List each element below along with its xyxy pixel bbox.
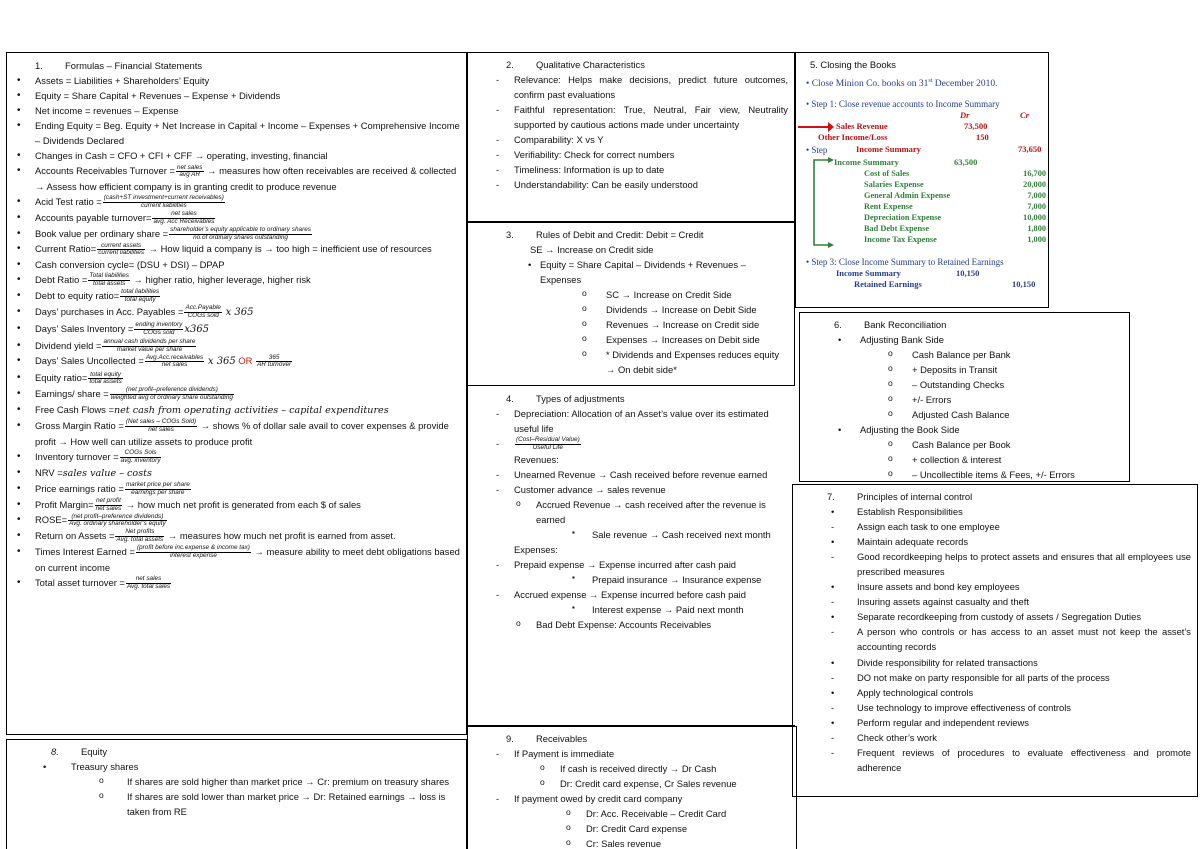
- section-number: 2.: [506, 59, 514, 70]
- slide-other-income: Other Income/Loss: [818, 132, 888, 142]
- list-item: ▪ Interest expense → Paid next month: [572, 603, 744, 616]
- list-item: - Relevance: Helps make decisions, predict future outcomes, confirm past evaluations: [486, 72, 788, 102]
- slide-expense-value: 20,000: [1023, 180, 1046, 189]
- receivables-list: [476, 746, 790, 849]
- list-item: • Equity = Share Capital – Dividends + Revenues – Expenses: [528, 259, 746, 286]
- formula-times-interest: • Times Interest Earned = $\frac{\text{(profit before inc.expense \& income tax)}}{\text{interest expense}}$ → measure ability to meet debt obligations based on current income: [15, 544, 460, 575]
- section-title: [476, 391, 789, 406]
- section-title: [15, 744, 460, 759]
- list-item: - Good recordkeeping helps to protect assets and ensures that all employees use prescribed measures: [831, 551, 1191, 578]
- list-item: SE → Increase on Credit side: [530, 244, 654, 256]
- list-item: - Depreciation: Allocation of an Asset’s value over its estimated useful life: [486, 406, 789, 436]
- slide-expense-name: General Admin Expense: [864, 191, 951, 200]
- adjustments-list: [476, 406, 789, 632]
- list-item: o Bad Debt Expense: Accounts Receivables: [486, 617, 789, 632]
- list-item: - Verifiability: Check for correct numbers: [486, 147, 788, 162]
- list-item: - Insuring assets against casualty and theft: [831, 596, 1029, 608]
- list-item: o SC → Increase on Credit Side: [582, 288, 732, 301]
- list-item: o Adjusted Cash Balance: [888, 408, 1010, 421]
- list-item: • Separate recordkeeping from custody of assets / Segregation Duties: [831, 611, 1142, 623]
- slide-sales-revenue: Sales Revenue: [836, 121, 888, 131]
- list-item: - A person who controls or has access to an asset must not keep the asset’s accounting records: [831, 626, 1191, 653]
- section-receivables: [467, 726, 797, 849]
- list-item: - Assign each task to one employee: [831, 521, 1000, 533]
- slide-step: • Step: [806, 145, 828, 155]
- formula-acid-test: • Acid Test ratio = $\frac{\text{(cash+ST investment+current receivables)}}{\text{current liabilities}}$: [15, 194, 460, 210]
- formula-free-cash-flows: • Free Cash Flows =net cash from operating activities – capital expenditures: [15, 402, 460, 418]
- list-item: o – Outstanding Checks: [888, 378, 1005, 391]
- section-title: [808, 317, 1123, 332]
- section-number: 6.: [834, 319, 842, 330]
- formula-days-payables: • Days’ purchases in Acc. Payables = $\frac{\text{Acc.Payable}}{\text{COGs sold}}$ x 365: [15, 304, 460, 321]
- slide-income-summary-2: Income Summary: [834, 157, 899, 167]
- section-heading: Bank Reconciliation: [864, 319, 947, 330]
- list-item: o Cash Balance per Book: [888, 438, 1011, 451]
- section-heading: Principles of internal control: [857, 491, 973, 502]
- list-item: • Treasury shares: [43, 761, 139, 773]
- section-number: 1.: [35, 60, 43, 71]
- list-item: o Expenses → Increases on Debit side: [582, 333, 760, 346]
- section-heading: 5. Closing the Books: [810, 59, 896, 70]
- formula-dividend-yield: • Dividend yield = $\frac{\text{annual cash dividends per share}}{\text{market value per share}}$: [15, 338, 460, 354]
- section-title: [476, 227, 788, 242]
- list-item: o Dividends → Increase on Debit Side: [582, 303, 757, 316]
- section-adjustments: [467, 386, 795, 726]
- list-item: - Prepaid expense → Expense incurred after cash paid: [486, 557, 789, 572]
- list-item: o If shares are sold lower than market price → Dr: Retained earnings → loss is taken from RE: [99, 790, 446, 818]
- section-number: 3.: [506, 229, 514, 240]
- list-item: o Dr: Credit Card expense: [566, 822, 688, 835]
- formula-nrv: • NRV =sales value – costs: [15, 465, 460, 481]
- slide-expense-value: 7,000: [1027, 202, 1046, 211]
- section-heading: Types of adjustments: [536, 393, 625, 404]
- slide-value: 10,150: [956, 268, 980, 278]
- section-number: 7.: [827, 491, 835, 502]
- list-item: - Use technology to improve effectiveness of controls: [831, 701, 1071, 713]
- list-item: - Faithful representation: True, Neutral, Fair view, Neutrality supported by cautious actions made under uncertainty: [486, 102, 788, 132]
- section-heading: Receivables: [536, 733, 588, 744]
- section-number: 4.: [506, 393, 514, 404]
- formula-book-value: • Book value per ordinary share = $\frac{\text{shareholder’s equity applicable to ordinary shares}}{\text{no.of ordinary shares outstanding}}$: [15, 226, 460, 242]
- list-item: - Accrued expense → Expense incurred before cash paid: [486, 587, 789, 602]
- list-item: • Perform regular and independent reviews: [831, 716, 1029, 728]
- formula-current-ratio: • Current Ratio= $\frac{\text{current assets}}{\text{current liabilities}}$ → How liquid a company is → too high = inefficient use of resources: [15, 241, 460, 257]
- list-item: • Assets = Liabilities + Shareholders’ Equity: [15, 73, 460, 88]
- formula-debt-ratio: • Debt Ratio = $\frac{\text{Total liabilities}}{\text{total assets}}$ → higher ratio, higher leverage, higher risk: [15, 272, 460, 288]
- slide-line: • Step 3: Close Income Summary to Retained Earnings: [806, 257, 1004, 267]
- list-item: ▪ Sale revenue → Cash received next month: [572, 528, 771, 541]
- list-item: • Maintain adequate records: [831, 536, 969, 548]
- slide-expense-name: Cost of Sales: [864, 169, 910, 178]
- slide-income-summary-3: Income Summary: [836, 268, 901, 278]
- list-item: o + collection & interest: [888, 453, 1002, 466]
- section-qualitative: [467, 52, 795, 222]
- list-item: • Adjusting Bank Side: [838, 334, 944, 346]
- slide-line: • Close Minion Co. books on 31st December 2010.: [806, 78, 998, 90]
- slide-line: • Step 1: Close revenue accounts to Income Summary: [806, 99, 1000, 109]
- section-heading: Rules of Debit and Credit: Debit = Credit: [536, 229, 704, 240]
- section-heading: Equity: [81, 746, 108, 757]
- list-item: o Accrued Revenue → cash received after the revenue is earned: [486, 497, 789, 527]
- list-item: • Adjusting the Book Side: [838, 424, 960, 436]
- slide-value: 73,500: [964, 121, 988, 131]
- list-item: Revenues:: [514, 453, 559, 465]
- list-item: o Revenues → Increase on Credit side: [582, 318, 760, 331]
- list-item: - Comparability: X vs Y: [486, 132, 788, 147]
- qualitative-list: [476, 72, 788, 192]
- list-item: o If cash is received directly → Dr Cash: [540, 762, 717, 775]
- slide-expense-name: Income Tax Expense: [864, 235, 937, 244]
- formula-cash-conversion: • Cash conversion cycle= (DSU + DSI) – DPAP: [15, 257, 460, 272]
- slide-expense-value: 10,000: [1023, 213, 1046, 222]
- bank-reconciliation-list: [808, 332, 1123, 482]
- formula-debt-equity: • Debt to equity ratio= $\frac{\text{total liabilities}}{\text{total equity}}$: [15, 288, 460, 304]
- slide-expense-name: Depreciation Expense: [864, 213, 942, 222]
- formula-days-uncollected: • Days’ Sales Uncollected = $\frac{\text{Avg.Acc.receivables}}{\text{net sales}}$ x 365 OR $\frac{365}{\text{AR turnover}}$: [15, 353, 460, 370]
- list-item: • Net income = revenues – Expense: [15, 103, 460, 118]
- slide-income-summary: Income Summary: [856, 144, 921, 154]
- section-title: [801, 489, 1191, 504]
- slide-expense-value: 1,000: [1027, 235, 1046, 244]
- internal-control-list: [801, 504, 1191, 775]
- slide-expense-value: 1,800: [1027, 224, 1046, 233]
- slide-expense-name: Rent Expense: [864, 202, 913, 211]
- formula-ar-turnover: • Accounts Receivables Turnover = $\frac{\text{net sales}}{\text{avg AR}}$ → measures how often receivables are received & collected → Assess how efficient company is in granting credit to produce revenue: [15, 163, 460, 194]
- list-item: o – Uncollectible items & Fees, +/- Errors: [888, 468, 1075, 481]
- section-debit-credit: [467, 222, 795, 386]
- cr-label: Cr: [1020, 110, 1029, 120]
- closing-books-slide: [806, 73, 1046, 303]
- list-item: o Cr: Sales revenue: [566, 837, 662, 849]
- section-title: [15, 58, 460, 73]
- section-title: [476, 731, 790, 746]
- list-item: • Establish Responsibilities: [831, 506, 963, 518]
- section-heading: Formulas – Financial Statements: [65, 60, 203, 71]
- section-title: [476, 57, 788, 72]
- dr-label: Dr: [960, 110, 970, 120]
- list-item: o If shares are sold higher than market price → Cr: premium on treasury shares: [99, 775, 450, 788]
- formula-eps: • Earnings/ share = $\frac{\text{(net profit–preference dividends)}}{\text{weighted avg of ordinary share outstanding}}$: [15, 386, 460, 402]
- equity-list: [15, 759, 460, 819]
- list-item: • Ending Equity = Beg. Equity + Net Increase in Capital + Income – Expenses + Comprehensive Income – Dividends Declared: [15, 118, 460, 148]
- section-number: 9.: [506, 733, 514, 744]
- section-heading: Qualitative Characteristics: [536, 59, 645, 70]
- list-item: Expenses:: [514, 544, 558, 556]
- list-item: • Changes in Cash = CFO + CFI + CFF → operating, investing, financial: [15, 148, 460, 163]
- slide-retained-earnings: Retained Earnings: [854, 279, 922, 289]
- list-item: - Understandability: Can be easily understood: [486, 177, 788, 192]
- section-equity: [6, 739, 467, 849]
- slide-value: 10,150: [1012, 279, 1036, 289]
- list-item: o Dr: Acc. Receivable – Credit Card: [566, 807, 727, 820]
- list-item: • Equity = Share Capital + Revenues – Expense + Dividends: [15, 88, 460, 103]
- formula-equity-ratio: • Equity ratio= $\frac{\text{total equity}}{\text{total assets}}$: [15, 370, 460, 386]
- section-internal-control: [792, 484, 1198, 797]
- list-item: o + Deposits in Transit: [888, 363, 998, 376]
- formula-pe-ratio: • Price earnings ratio = $\frac{\text{market price per share}}{\text{earnings per share}}$: [15, 481, 460, 497]
- list-item: - Check other’s work: [831, 731, 937, 743]
- debit-credit-list: [476, 242, 788, 377]
- list-item: o +/- Errors: [888, 393, 952, 406]
- list-item: - DO not make on party responsible for all parts of the process: [831, 671, 1110, 683]
- list-item: - If Payment is immediate: [486, 746, 790, 761]
- formula-profit-margin: • Profit Margin= $\frac{\text{net profit}}{\text{net sales}}$ → how much net profit is generated from each $ of sales: [15, 497, 460, 513]
- slide-value: 73,650: [1018, 144, 1042, 154]
- slide-value: 63,500: [954, 157, 978, 167]
- formula-inventory-turnover: • Inventory turnover = $\frac{\text{COGs Sols}}{\text{avg. inventory}}$: [15, 449, 460, 465]
- section-formulas: [6, 52, 467, 735]
- list-item: o * Dividends and Expenses reduces equity → On debit side*: [582, 348, 780, 376]
- list-item: • Divide responsibility for related transactions: [831, 656, 1038, 668]
- list-item: - Unearned Revenue → Cash received before revenue earned: [486, 467, 789, 482]
- green-bracket-icon: [806, 157, 836, 249]
- formula-ap-turnover: • Accounts payable turnover= $\frac{\text{net sales}}{\text{avg. Acc Receivables}}$: [15, 210, 460, 226]
- list-item: - Frequent reviews of procedures to evaluate effectiveness and promote adherence: [831, 746, 1191, 773]
- slide-expense-value: 16,700: [1023, 169, 1046, 178]
- list-item: • Insure assets and bond key employees: [831, 581, 1020, 593]
- list-item: o Cash Balance per Bank: [888, 348, 1011, 361]
- slide-value: 150: [976, 132, 989, 142]
- section-number: 8.: [51, 746, 59, 757]
- list-item: o Dr: Credit card expense, Cr Sales revenue: [540, 777, 737, 790]
- list-item: ▪ Prepaid insurance → Insurance expense: [572, 573, 762, 586]
- slide-expense-name: Bad Debt Expense: [864, 224, 930, 233]
- list-item: • Apply technological controls: [831, 686, 974, 698]
- slide-expense-name: Salaries Expense: [864, 180, 924, 189]
- list-item: - Customer advance → sales revenue: [486, 482, 789, 497]
- list-item: - If payment owed by credit card company: [486, 791, 790, 806]
- list-item: - Timeliness: Information is up to date: [486, 162, 788, 177]
- list-item: - $\frac{\text{(Cost–Residual Value)}}{\text{Useful Life}}$: [486, 436, 789, 452]
- formula-rose: • ROSE= $\frac{\text{(net profit–preference dividends)}}{\text{Avg. ordinary shareholder’s equity}}$: [15, 512, 460, 528]
- slide-expense-value: 7,000: [1027, 191, 1046, 200]
- formula-days-inventory: • Days’ Sales Inventory = $\frac{\text{ending inventory}}{\text{COGs sold}}$ x365: [15, 321, 460, 338]
- section-closing-books: [795, 52, 1049, 308]
- formula-gross-margin: • Gross Margin Ratio = $\frac{\text{(Net sales – COGs Sold)}}{\text{net sales}}$ → shows % of dollar sale avail to cover expenses & provide profit → How well can utilize assets to produce profit: [15, 418, 460, 449]
- section-bank-reconciliation: [799, 312, 1130, 482]
- formula-total-asset-turnover: • Total asset turnover = $\frac{\text{net sales}}{\text{Avg. total sales}}$: [15, 575, 460, 591]
- formula-roa: • Return on Assets = $\frac{\text{Net profits}}{\text{Avg. total assets}}$ → measures how much net profit is earned from asset.: [15, 528, 460, 544]
- formula-list: [15, 73, 460, 590]
